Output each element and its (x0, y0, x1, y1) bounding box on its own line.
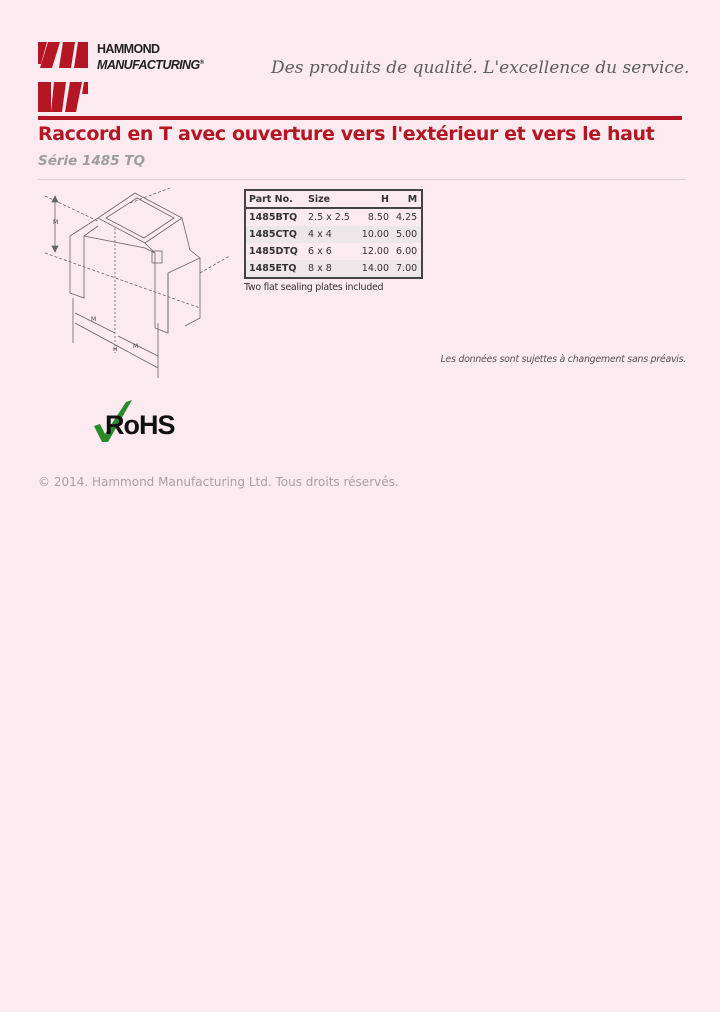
hammond-logo-icon (38, 42, 88, 112)
h-cell: 12.00 (361, 246, 389, 257)
part-no-cell: 1485DTQ (249, 246, 298, 257)
svg-text:H: H (113, 346, 118, 353)
size-cell: 4 x 4 (305, 226, 358, 243)
spec-table (244, 189, 423, 279)
part-no-cell: 1485CTQ (245, 226, 305, 243)
m-cell: 6.00 (396, 246, 418, 257)
column-header-h: H (358, 190, 393, 208)
part-no-cell: 1485BTQ (249, 212, 298, 223)
rohs-badge (92, 398, 184, 444)
rohs-label: RoHS (105, 410, 175, 440)
column-header-size: Size (305, 190, 358, 208)
brand-line-1: HAMMOND (97, 42, 160, 56)
header-divider (38, 116, 682, 120)
m-cell: 7.00 (393, 260, 422, 278)
page-title: Raccord en T avec ouverture vers l'extérieur et vers le haut (38, 123, 655, 145)
svg-text:M: M (133, 343, 139, 350)
column-header-part-no: Part No. (245, 190, 305, 208)
table-note: Two flat sealing plates included (244, 282, 384, 293)
page-subtitle: Série 1485 TQ (38, 153, 145, 169)
copyright: © 2014. Hammond Manufacturing Ltd. Tous droits réservés. (38, 475, 399, 489)
size-cell: 6 x 6 (308, 246, 332, 257)
svg-text:M: M (91, 316, 97, 323)
table-header-row (245, 190, 422, 208)
table-row (245, 260, 422, 278)
m-cell: 4.25 (396, 212, 418, 223)
size-cell: 2.5 x 2.5 (308, 212, 350, 223)
disclaimer: Les données sont sujettes à changement sans préavis. (440, 354, 686, 365)
tagline: Des produits de qualité. L'excellence du service. (271, 58, 690, 78)
title-divider (38, 179, 686, 180)
tee-fitting-diagram-icon (40, 188, 230, 383)
m-cell: 5.00 (393, 226, 422, 243)
h-cell: 14.00 (358, 260, 393, 278)
part-no-cell: 1485ETQ (245, 260, 305, 278)
h-cell: 8.50 (367, 212, 389, 223)
size-cell: 8 x 8 (305, 260, 358, 278)
table-row (245, 243, 422, 260)
table-row (245, 208, 422, 226)
brand-line-2: MANUFACTURING® (97, 58, 204, 73)
svg-text:M: M (53, 219, 59, 226)
h-cell: 10.00 (358, 226, 393, 243)
brand-name (97, 42, 203, 72)
column-header-m: M (393, 190, 422, 208)
table-row (245, 226, 422, 243)
